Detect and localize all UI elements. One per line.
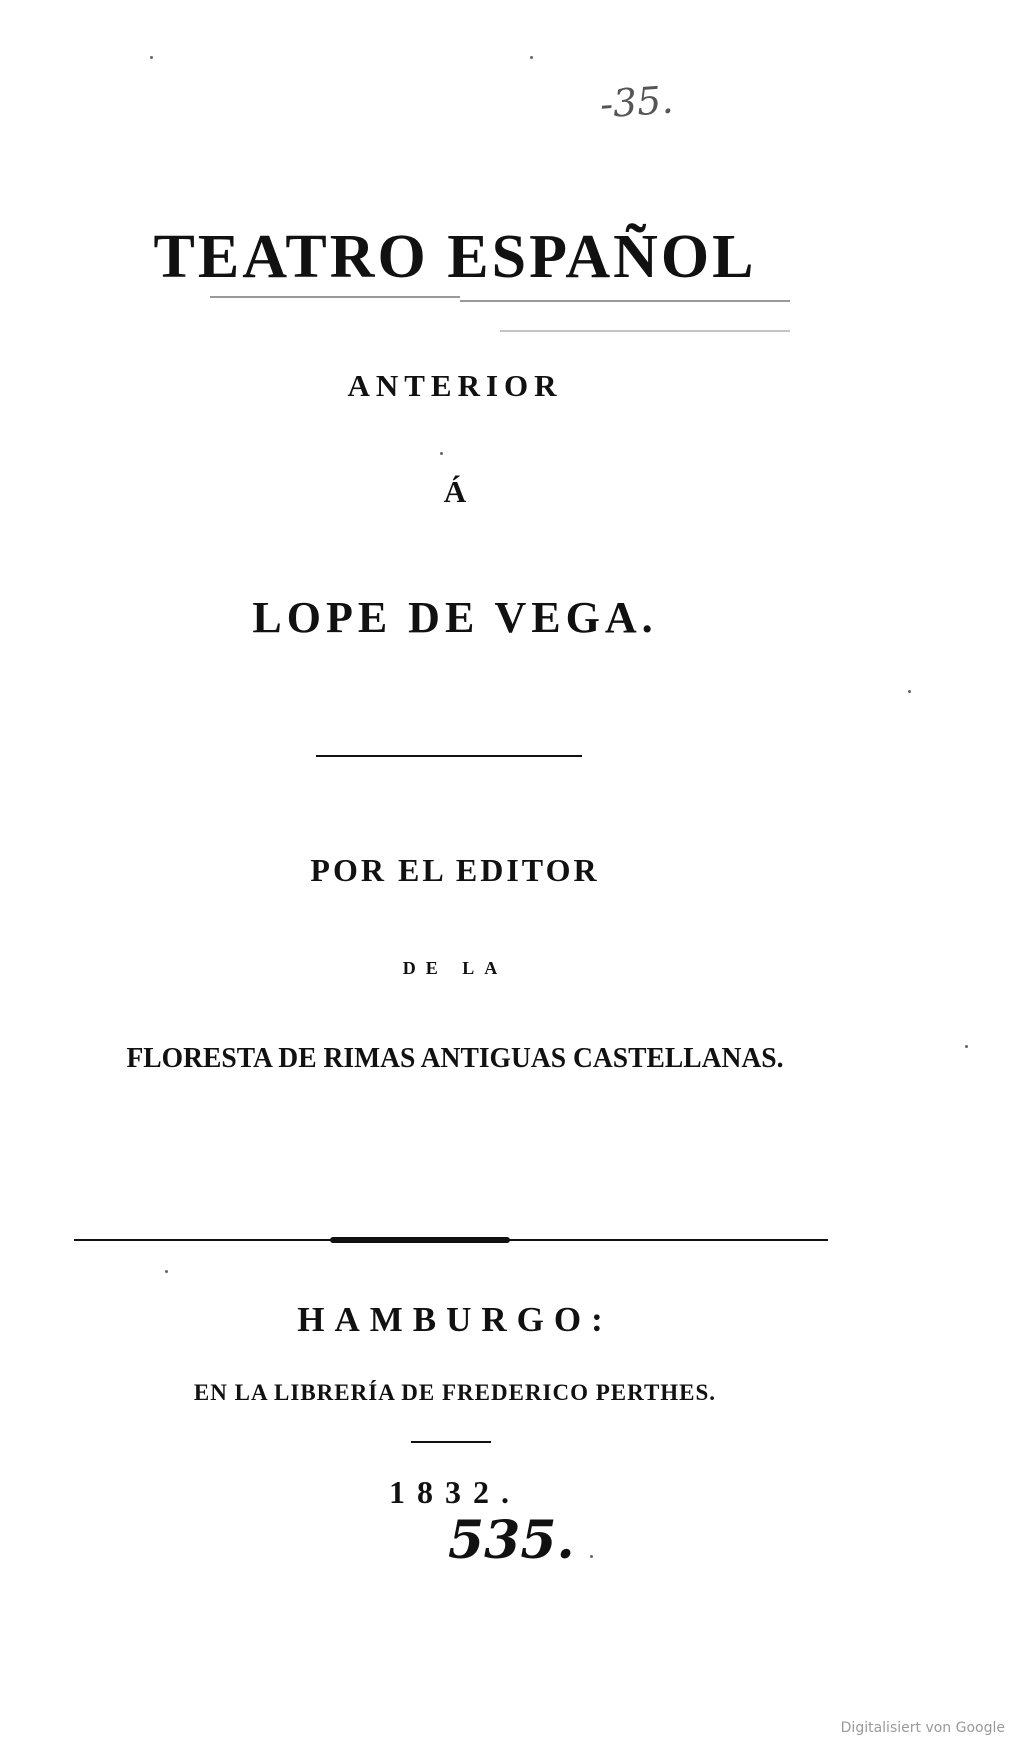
pencil-underline [460, 300, 790, 302]
paper-speck [965, 1045, 968, 1048]
editor-work: FLORESTA DE RIMAS ANTIGUAS CASTELLANAS. [126, 1042, 784, 1074]
divider-rule [316, 755, 582, 757]
paper-speck [590, 1555, 593, 1558]
book-title: TEATRO ESPAÑOL [153, 223, 757, 291]
paper-speck [150, 56, 153, 59]
subtitle-preposition: Á [443, 474, 467, 509]
editor-line: POR EL EDITOR [310, 852, 600, 888]
divider-rule-short [411, 1441, 491, 1443]
handwritten-shelf-mark: -35. [598, 77, 675, 127]
editor-connector: DE LA [402, 958, 508, 978]
paper-speck [908, 690, 911, 693]
paper-speck [530, 56, 533, 59]
pencil-underline [210, 296, 460, 298]
imprint-publisher: EN LA LIBRERÍA DE FREDERICO PERTHES. [193, 1380, 717, 1405]
paper-speck [440, 452, 443, 455]
pencil-underline [500, 330, 790, 332]
imprint-city: HAMBURGO: [297, 1300, 613, 1339]
divider-rule-swell [330, 1237, 510, 1243]
subtitle-anterior: ANTERIOR [347, 368, 563, 403]
digitization-watermark: Digitalisiert von Google [840, 1720, 1005, 1736]
handwritten-number: 535. [448, 1510, 575, 1571]
imprint-year: 1832. [389, 1474, 521, 1510]
paper-speck [165, 1270, 168, 1273]
subtitle-author: LOPE DE VEGA. [252, 593, 658, 642]
